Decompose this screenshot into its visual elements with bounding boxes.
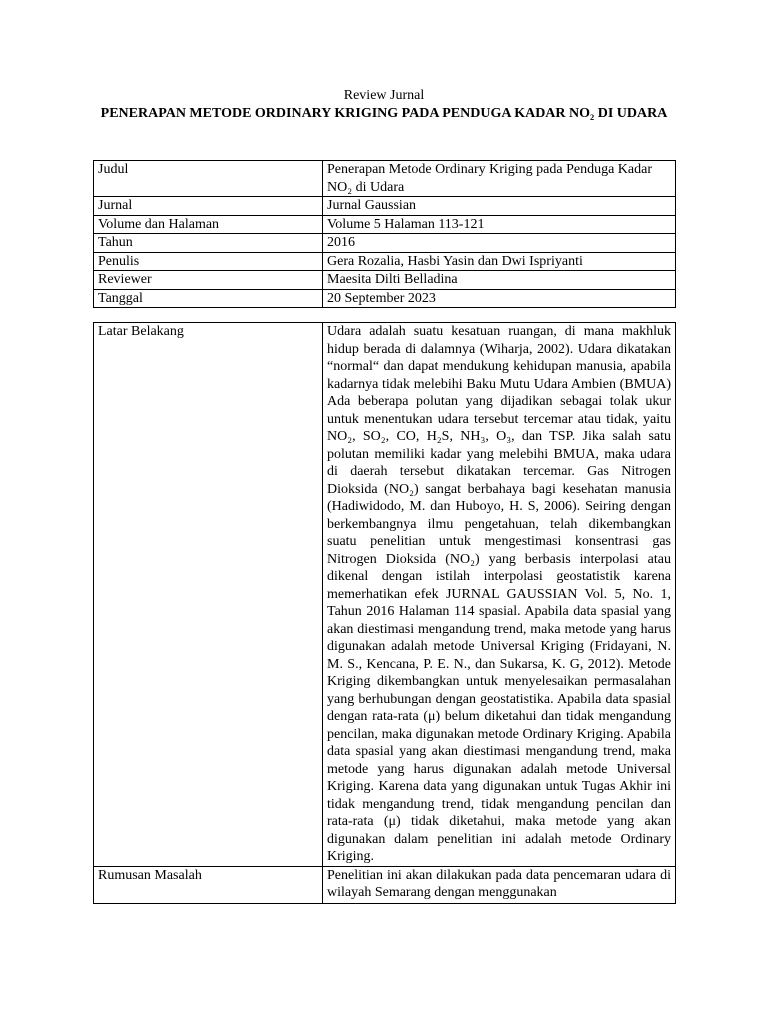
table-row bbox=[94, 289, 676, 308]
section-text-rumusan-masalah bbox=[323, 866, 676, 903]
row-value: 20 September 2023 bbox=[323, 289, 676, 308]
section-text-latar-belakang: Udara adalah suatu kesatuan ruangan, di mana makhluk hidup berada di dalamnya (Wiharja, 2002). Udara dikatakan “normal“ dan dapat mendukung kehidupan manusia, apabila kadarnya tidak melebihi Baku Mutu Udara Ambien (BMUA) Ada beberapa polutan yang dijadikan sebagai tolak ukur untuk menentukan udara tersebut tercemar atau tidak, yaitu NO₂, SO₂, CO, H₂S, NH₃, O₃, dan TSP. Jika salah satu polutan memiliki kadar yang melebihi BMUA, maka udara di daerah tersebut dikatakan tercemar. Gas Nitrogen Dioksida (NO₂) sangat berbahaya bagi kesehatan manusia (Hadiwidodo, M. dan Huboyo, H. S, 2006). Seiring dengan berkembangnya ilmu pengetahuan, telah dikembangkan suatu penelitian untuk mengestimasi konsentrasi gas Nitrogen Dioksida (NO₂) yang berbasis interpolasi atau dikenal dengan istilah interpolasi geostatistik karena memerhatikan efek JURNAL GAUSSIAN Vol. 5, No. 1, Tahun 2016 Halaman 114 spasial. Apabila data spasial yang akan diestimasi mengandung trend, maka metode yang harus digunakan adalah metode Universal Kriging (Fridayani, N. M. S., Kencana, P. E. N., dan Sukarsa, K. G, 2012). Metode Kriging dikembangkan untuk menyelesaikan permasalahan yang berhubungan dengan geostatistika. Apabila data spasial dengan rata-rata (μ) belum diketahui dan tidak mengandung pencilan, maka digunakan metode Ordinary Kriging. Apabila data spasial yang akan diestimasi mengandung trend, maka metode yang harus digunakan adalah metode Universal Kriging. Karena data yang digunakan untuk Tugas Akhir ini tidak mengandung trend, tidak mengandung pencilan dan rata-rata (μ) tidak diketahui, maka metode yang akan digunakan dalam penelitian ini adalah metode Ordinary Kriging. bbox=[323, 323, 676, 867]
row-value: Jurnal Gaussian bbox=[323, 197, 676, 216]
row-value: Volume 5 Halaman 113-121 bbox=[323, 215, 676, 234]
document-subtitle: Review Jurnal bbox=[343, 88, 425, 103]
journal-info-table bbox=[93, 160, 676, 308]
document-title: PENERAPAN METODE ORDINARY KRIGING PADA PENDUGA KADAR NO₂ DI UDARA bbox=[100, 106, 668, 121]
table-row bbox=[94, 161, 676, 197]
row-label: Penulis bbox=[94, 252, 323, 271]
row-value: Maesita Dilti Belladina bbox=[323, 271, 676, 290]
row-value: Penerapan Metode Ordinary Kriging pada Penduga Kadar NO₂ di Udara bbox=[323, 161, 676, 197]
row-label: Tahun bbox=[94, 234, 323, 253]
table-row bbox=[94, 323, 676, 867]
review-content-table bbox=[93, 322, 676, 904]
table-row bbox=[94, 234, 676, 253]
section-text-clip: Penelitian ini akan dilakukan pada data pencemaran udara di wilayah Semarang dengan menggunakan bbox=[327, 867, 671, 900]
table-row bbox=[94, 197, 676, 216]
row-value: 2016 bbox=[323, 234, 676, 253]
section-label-latar-belakang: Latar Belakang bbox=[94, 323, 323, 867]
section-label-rumusan-masalah: Rumusan Masalah bbox=[94, 866, 323, 903]
table-row bbox=[94, 252, 676, 271]
document-header bbox=[80, 87, 688, 123]
row-label: Tanggal bbox=[94, 289, 323, 308]
table-row bbox=[94, 271, 676, 290]
row-label: Reviewer bbox=[94, 271, 323, 290]
row-label: Volume dan Halaman bbox=[94, 215, 323, 234]
row-label: Jurnal bbox=[94, 197, 323, 216]
table-row bbox=[94, 215, 676, 234]
row-value: Gera Rozalia, Hasbi Yasin dan Dwi Ispriyanti bbox=[323, 252, 676, 271]
table-row bbox=[94, 866, 676, 903]
row-label: Judul bbox=[94, 161, 323, 197]
